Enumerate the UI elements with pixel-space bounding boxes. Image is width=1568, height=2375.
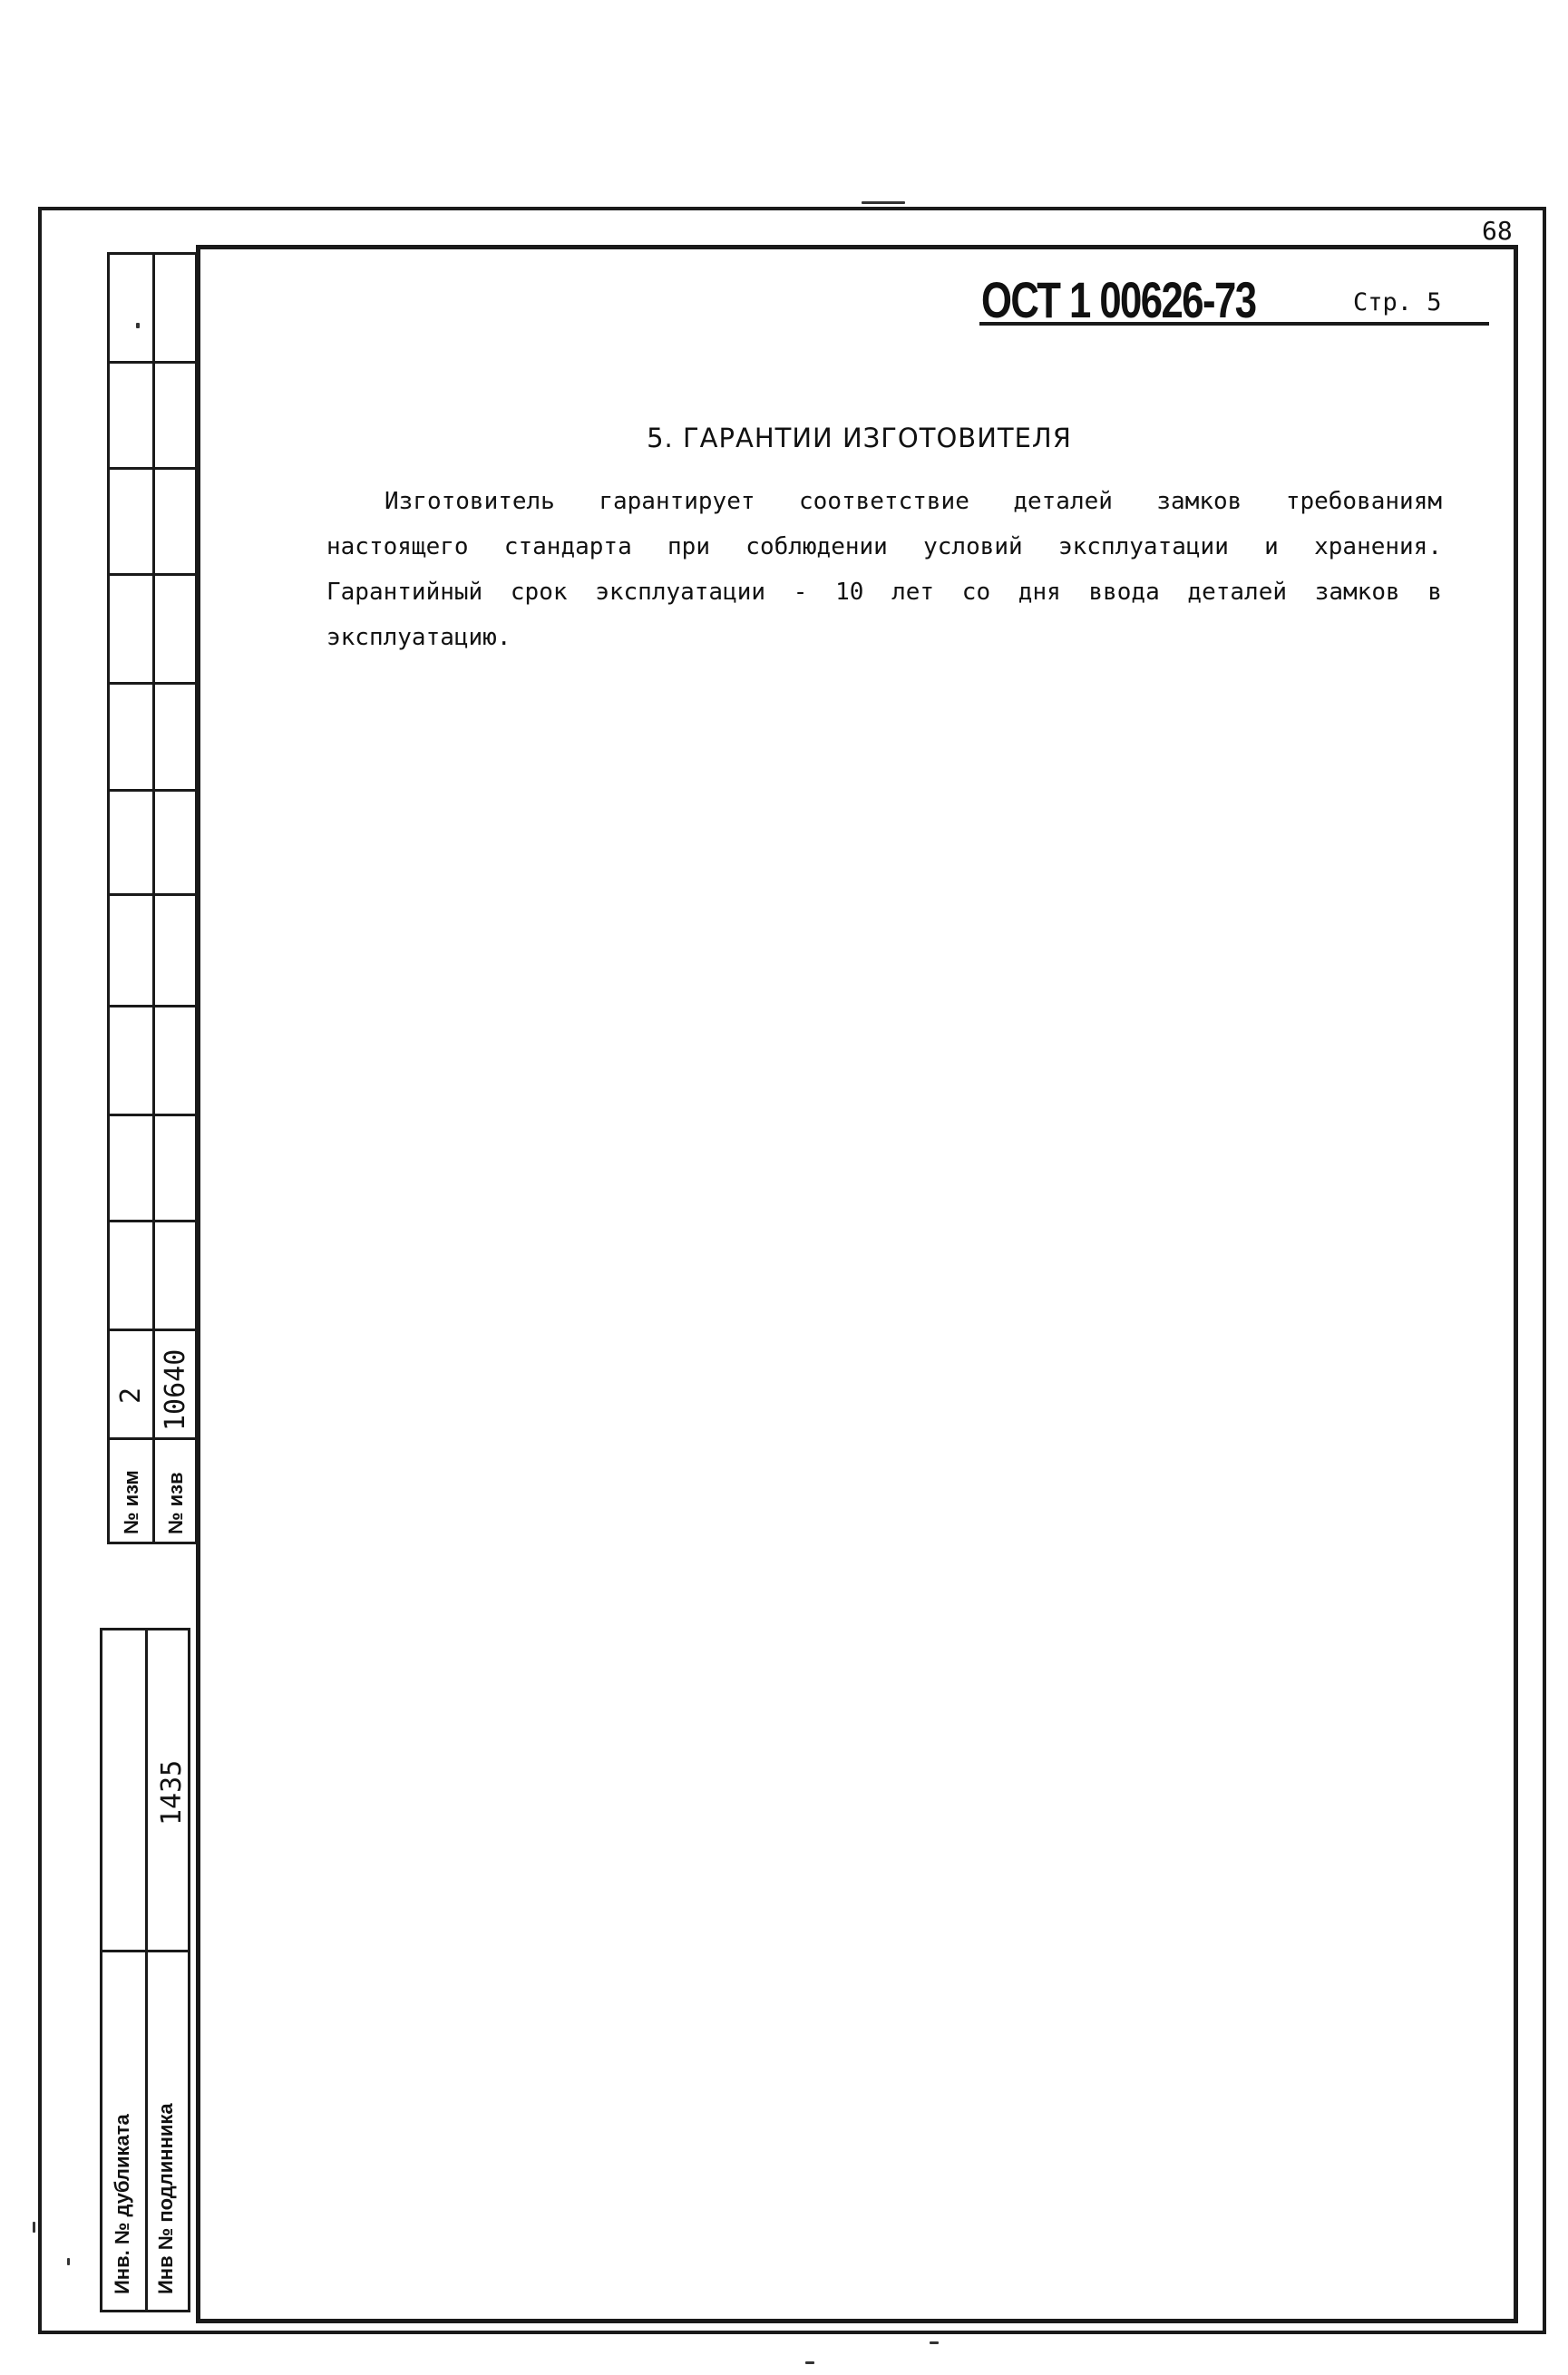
original-inv-value: 1435: [156, 1759, 188, 1825]
revision-table-rule: [107, 467, 198, 470]
header-underline: [979, 322, 1489, 326]
scan-mark: [67, 2258, 70, 2265]
scan-mark: [930, 2341, 939, 2344]
revision-table-rule: [107, 1329, 198, 1331]
page-label: Стр. 5: [1353, 288, 1442, 316]
page-number: 68: [1482, 216, 1513, 246]
revision-table-rule: [107, 361, 198, 364]
revision-table-rule: [107, 893, 198, 896]
scan-mark: [862, 201, 905, 204]
revision-table-rule: [107, 1114, 198, 1116]
revision-table-rule: [107, 1220, 198, 1222]
notice-no-value: 10640: [160, 1348, 191, 1431]
section-title: 5. ГАРАНТИИ ИЗГОТОВИТЕЛЯ: [647, 423, 1072, 453]
original-inv-label: Инв № подлинника: [154, 2103, 177, 2294]
revision-table-rule: [107, 573, 198, 576]
scan-mark: [33, 2222, 35, 2233]
standard-code: ОСТ 1 00626-73: [981, 271, 1256, 328]
duplicate-inv-label: Инв. № дубликата: [111, 2114, 133, 2294]
scan-mark: [805, 2361, 814, 2364]
inventory-table-divider: [145, 1628, 148, 2312]
revision-table-divider: [152, 252, 155, 1544]
revision-table-rule: [107, 1005, 198, 1007]
notice-no-label: № изв: [164, 1472, 187, 1534]
revision-table-rule: [107, 789, 198, 792]
scan-mark: [136, 323, 140, 328]
section-paragraph: Изготовитель гарантирует соответствие деталей замков требованиям настоящего стандарта при соблюдении условий эксплуатации и хранения. Гарантийный срок эксплуатации - 10 лет со дня ввода деталей замков в эксплуатацию.: [326, 488, 1442, 651]
inventory-table-rule: [100, 1950, 190, 1952]
section-body: [326, 479, 1442, 660]
change-no-value: 2: [115, 1387, 147, 1404]
change-no-label: № изм: [120, 1470, 142, 1534]
revision-table-rule: [107, 682, 198, 685]
revision-table-rule: [107, 1437, 198, 1440]
